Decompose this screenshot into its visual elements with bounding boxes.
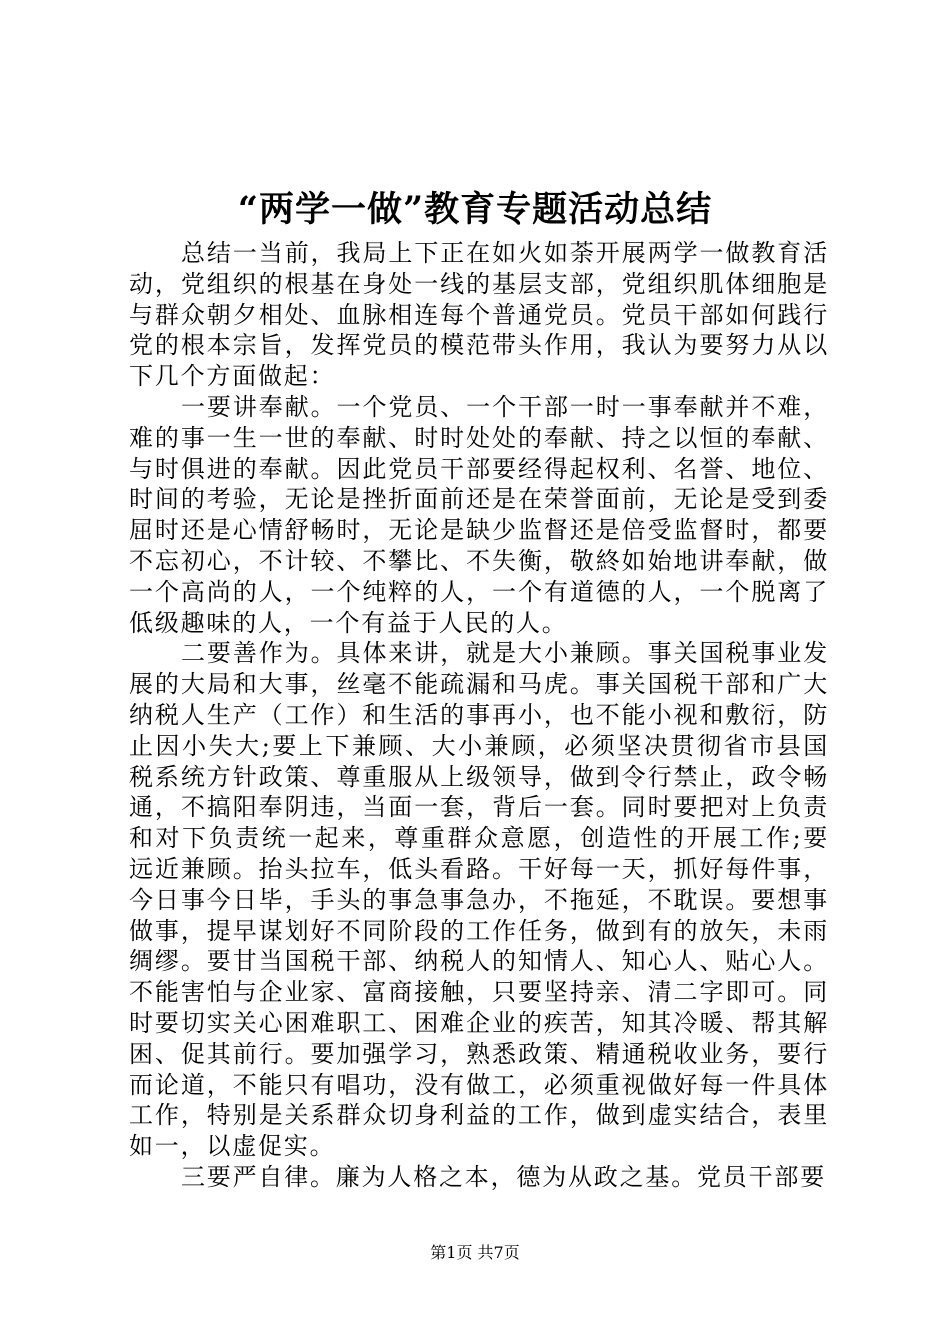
paragraph-action: 二要善作为。具体来讲，就是大小兼顾。事关国税事业发展的大局和大事，丝毫不能疏漏和马虎。事关国税干部和广大纳税人生产（工作）和生活的事再小，也不能小视和敷衍，防止因小失大;要上下兼顾、大小兼顾，必须坚决贯彻省市县国税系统方针政策、尊重服从上级领导，做到令行禁止，政令畅通，不搞阳奉阴违，当面一套，背后一套。同时要把对上负责和对下负责统一起来，尊重群众意愿，创造性的开展工作;要远近兼顾。抬头拉车，低头看路。干好每一天，抓好每件事，今日事今日毕，手头的事急事急办，不拖延，不耽误。要想事做事，提早谋划好不同阶段的工作任务，做到有的放矢，未雨绸缪。要甘当国税干部、纳税人的知情人、知心人、贴心人。不能害怕与企业家、富商接触，只要坚持亲、清二字即可。同时要切实关心困难职工、困难企业的疾苦，知其冷暖、帮其解困、促其前行。要加强学习，熟悉政策、精通税收业务，要行而论道，不能只有唱功，没有做工，必须重视做好每一件具体工作，特别是关系群众切身利益的工作，做到虚实结合，表里如一，以虚促实。 bbox=[129, 639, 829, 1161]
paragraph-intro: 总结一当前，我局上下正在如火如荼开展两学一做教育活动，党组织的根基在身处一线的基层支部，党组织肌体细胞是与群众朝夕相处、血脉相连每个普通党员。党员干部如何践行党的根本宗旨，发挥党员的模范带头作用，我认为要努力从以下几个方面做起： bbox=[129, 239, 829, 391]
paragraph-dedication: 一要讲奉献。一个党员、一个干部一时一事奉献并不难，难的事一生一世的奉献、时时处处的奉献、持之以恒的奉献、与时俱进的奉献。因此党员干部要经得起权利、名誉、地位、时间的考验，无论是挫折面前还是在荣誉面前，无论是受到委屈时还是心情舒畅时，无论是缺少监督还是倍受监督时，都要不忘初心，不计较、不攀比、不失衡，敬終如始地讲奉献，做一个高尚的人，一个纯粹的人，一个有道德的人，一个脱离了低级趣味的人，一个有益于人民的人。 bbox=[129, 392, 829, 637]
document-title: “两学一做”教育专题活动总结 bbox=[237, 189, 713, 230]
page-number-footer: 第1页 共7页 bbox=[430, 1243, 520, 1262]
document-body bbox=[129, 238, 829, 1193]
paragraph-self-discipline: 三要严自律。廉为人格之本，德为从政之基。党员干部要 bbox=[181, 1162, 826, 1191]
